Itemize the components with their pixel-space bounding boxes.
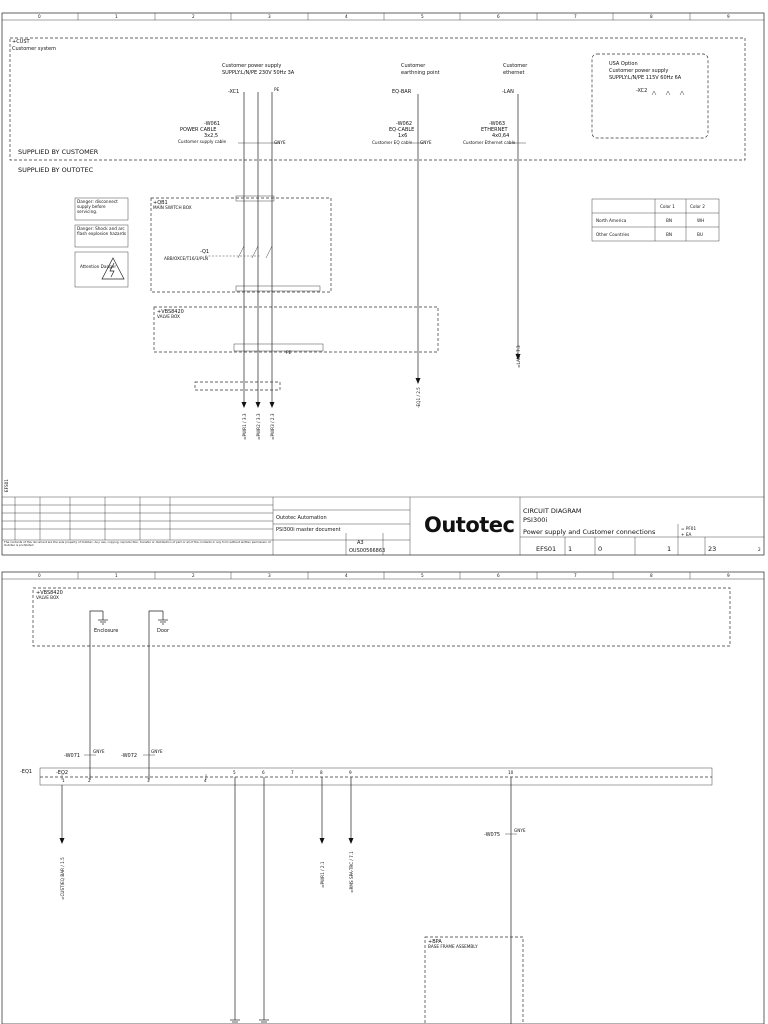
door-label: Door xyxy=(157,628,170,634)
sheet-number: 23 xyxy=(708,545,717,553)
diagram-type: CIRCUIT DIAGRAM xyxy=(523,507,582,515)
col-number: 9 xyxy=(727,573,730,578)
vbs-name: VALVE BOX xyxy=(157,314,180,319)
company-name: Outotec Automation xyxy=(276,515,327,521)
w062-sub: Customer EQ cable xyxy=(372,140,413,145)
total-sheets: 2 xyxy=(758,547,761,552)
terminal-number: 7 xyxy=(291,770,294,775)
terminal-number: 9 xyxy=(349,770,352,775)
q1-spec: ABB/OXCE/T16/3/PLN xyxy=(164,256,208,261)
vbs-terminal xyxy=(234,344,323,351)
qb1-box xyxy=(151,198,331,292)
sheet2-frame xyxy=(2,572,764,1024)
qb1-terminal-bottom xyxy=(236,286,320,291)
rms-ref: =RMS SPA-TRC / 7.1 xyxy=(349,851,354,893)
terminal-number: 5 xyxy=(233,770,236,775)
door-ground-icon xyxy=(158,611,168,624)
terminal-number: 2 xyxy=(88,778,91,783)
table-header: Color 2 xyxy=(690,204,705,209)
usa-title: USA Option xyxy=(609,61,638,67)
col-number: 3 xyxy=(268,573,271,578)
eq-bar-ref: =CUST/EQ BAR / 1.5 xyxy=(60,857,65,900)
w071-tag: -W071 xyxy=(64,753,81,759)
arrow-heads xyxy=(242,354,521,408)
lan-label: -LAN xyxy=(502,89,514,95)
vbs2-name: VALVE BOX xyxy=(36,595,59,600)
w061-spec: 3x2,5 xyxy=(204,133,219,139)
xc1-pe-label: PE xyxy=(274,87,280,92)
terminal-number: 3 xyxy=(147,778,150,783)
revision-2: 0 xyxy=(598,545,603,553)
vbs-pe-label: PE xyxy=(286,350,292,355)
wire-color-table xyxy=(592,199,719,241)
w062-name: EQ-CABLE xyxy=(389,127,415,133)
location-ref: + EA xyxy=(681,532,692,537)
link-loop xyxy=(195,382,280,390)
col-number: 4 xyxy=(345,14,348,19)
paper-size: A3 xyxy=(357,540,364,546)
bottom-ground-icons xyxy=(230,1020,269,1022)
power-ref-1: =PWR1 / 3.3 xyxy=(242,413,247,440)
ethernet-title: Customer xyxy=(503,63,528,69)
w061-name: POWER CABLE xyxy=(180,127,217,133)
earth-subtitle: earthning point xyxy=(401,70,440,76)
earth-title: Customer xyxy=(401,63,426,69)
w071-color: GNYE xyxy=(93,749,105,754)
warning-attention-text: Attention Danger xyxy=(80,264,117,269)
w063-sub: Customer Ethernet cable xyxy=(463,140,516,145)
document-number: OUS00566863 xyxy=(349,548,386,554)
bpa-name: BASE FRAME ASSEMBLY xyxy=(428,944,478,949)
vbs-tag: +VBS8420 xyxy=(157,309,184,315)
side-label: EFS01 xyxy=(4,479,9,492)
col-number: 3 xyxy=(268,14,271,19)
eq1-conductors xyxy=(62,777,511,1024)
power-supply-title: Customer power supply xyxy=(222,63,282,69)
w062-color: GNYE xyxy=(420,140,432,145)
col-number: 2 xyxy=(192,573,195,578)
vbs-box-sheet2 xyxy=(33,588,730,646)
power-conductors xyxy=(244,92,518,405)
col-number: 7 xyxy=(574,573,577,578)
table-cell: BN xyxy=(666,218,673,223)
warning-disconnect-text: Danger: disconnect supply before servicing. xyxy=(77,199,118,215)
disclaimer: The contents of this document are the sole property of Outotec. Any use, copying, reproduction, transfer or distribution of part or all of the contents in any form without written permission of Outotec is prohibited. xyxy=(4,541,271,548)
ethernet-subtitle: ethernet xyxy=(503,70,525,76)
w061-color: GNYE xyxy=(274,140,286,145)
eq-ref: -EQ1 / 2.5 xyxy=(416,387,421,408)
qb1-tag: +QB1 xyxy=(153,200,168,206)
eq1-label: -EQ1 xyxy=(20,769,33,775)
lan-ref: =LAN / 7.3 xyxy=(516,345,521,368)
col-number: 8 xyxy=(650,14,653,19)
vbs2-tag: +VBS8420 xyxy=(36,590,63,596)
function-ref: = PF01 xyxy=(681,526,697,531)
col-number: 1 xyxy=(115,14,118,19)
eqbar-label: EQ-BAR xyxy=(392,89,412,95)
table-cell: Other Countries xyxy=(596,232,630,237)
qb1-terminal-top xyxy=(236,196,274,201)
col-number: 8 xyxy=(650,573,653,578)
table-cell: North America xyxy=(596,218,627,223)
terminal-number: 8 xyxy=(320,770,323,775)
table-cell: WH xyxy=(697,218,705,223)
warning-attention xyxy=(75,252,128,287)
w062-tag: -W062 xyxy=(396,121,413,127)
cust-tag: +CUST xyxy=(12,39,30,45)
col-number: 5 xyxy=(421,573,424,578)
w061-sub: Customer supply cable xyxy=(178,139,227,144)
col-number: 4 xyxy=(345,573,348,578)
w063-tag: -W063 xyxy=(489,121,506,127)
col-number: 7 xyxy=(574,14,577,19)
w072-tag: -W072 xyxy=(121,753,138,759)
cust-label: Customer system xyxy=(12,46,56,52)
sheet-id: EFS01 xyxy=(536,545,557,553)
table-cell: BU xyxy=(697,232,703,237)
q1-label: -Q1 xyxy=(200,249,210,255)
sheet2-arrow-heads xyxy=(60,838,354,844)
col-number: 6 xyxy=(497,573,500,578)
col-number: 6 xyxy=(497,14,500,19)
supplied-by-outotec: SUPPLIED BY OUTOTEC xyxy=(18,166,94,174)
table-cell: BN xyxy=(666,232,673,237)
col-number: 0 xyxy=(38,14,41,19)
power-ref-3: =PWR3 / 2.3 xyxy=(270,413,275,440)
w072-color: GNYE xyxy=(151,749,163,754)
w061-tag: -W061 xyxy=(204,121,221,127)
col-number: 0 xyxy=(38,573,41,578)
w075-color: GNYE xyxy=(514,828,526,833)
eq1-busbar xyxy=(40,768,712,785)
eq1-terminal-ticks xyxy=(62,774,206,780)
col-number: 2 xyxy=(192,14,195,19)
document-name: PSI300i master document xyxy=(276,527,341,533)
col-number: 9 xyxy=(727,14,730,19)
qb1-name: MAIN SWITCH BOX xyxy=(153,205,192,210)
outotec-logo: Outotec xyxy=(424,513,515,537)
sheet1-frame xyxy=(2,13,764,555)
w062-spec: 1x6 xyxy=(398,133,408,139)
w063-spec: 4x0,64 xyxy=(492,133,510,139)
enclosure-label: Enclosure xyxy=(94,628,119,634)
terminal-number: 6 xyxy=(262,770,265,775)
enclosure-ground-icon xyxy=(98,611,108,624)
sheet1-column-header xyxy=(38,13,730,20)
w075-tag: -W075 xyxy=(484,832,501,838)
eq2-label: -EQ2 xyxy=(56,770,69,776)
xc2-terminals xyxy=(652,91,684,95)
w063-name: ETHERNET xyxy=(481,127,508,133)
sheet-title: Power supply and Customer connections xyxy=(523,528,656,536)
usa-subtitle: Customer power supply xyxy=(609,68,669,74)
bpa-tag: +BPA xyxy=(428,939,442,945)
terminal-number: 1 xyxy=(62,778,65,783)
terminal-number: 4 xyxy=(204,778,207,783)
warning-arc-flash-text: Danger: Shock and arc flash explosion hazards xyxy=(77,226,127,237)
vbs-box xyxy=(154,307,438,352)
pwr-ref: =PWR1 / 2.1 xyxy=(320,861,325,888)
sheet2-column-header xyxy=(38,572,730,579)
bpa-box xyxy=(425,937,523,1024)
col-number: 1 xyxy=(115,573,118,578)
xc2-label: -XC2 xyxy=(636,88,648,94)
supplied-by-customer: SUPPLIED BY CUSTOMER xyxy=(18,148,99,156)
power-supply-spec: SUPPLY:L/N/PE 230V 50Hz 3A xyxy=(222,70,295,76)
page-number: 1 xyxy=(667,545,672,553)
table-header: Color 1 xyxy=(660,204,675,209)
xc1-label: -XC1 xyxy=(228,89,240,95)
q1-switch-symbol xyxy=(205,246,272,258)
power-ref-2: =PWR2 / 3.3 xyxy=(256,413,261,440)
terminal-number: 10 xyxy=(508,770,514,775)
revision-1: 1 xyxy=(568,545,573,553)
col-number: 5 xyxy=(421,14,424,19)
product-name: PSI300i xyxy=(523,516,548,524)
eq1-terminal-numbers xyxy=(62,770,514,783)
usa-spec: SUPPLY:L/N/PE 115V 60Hz 6A xyxy=(609,75,682,81)
